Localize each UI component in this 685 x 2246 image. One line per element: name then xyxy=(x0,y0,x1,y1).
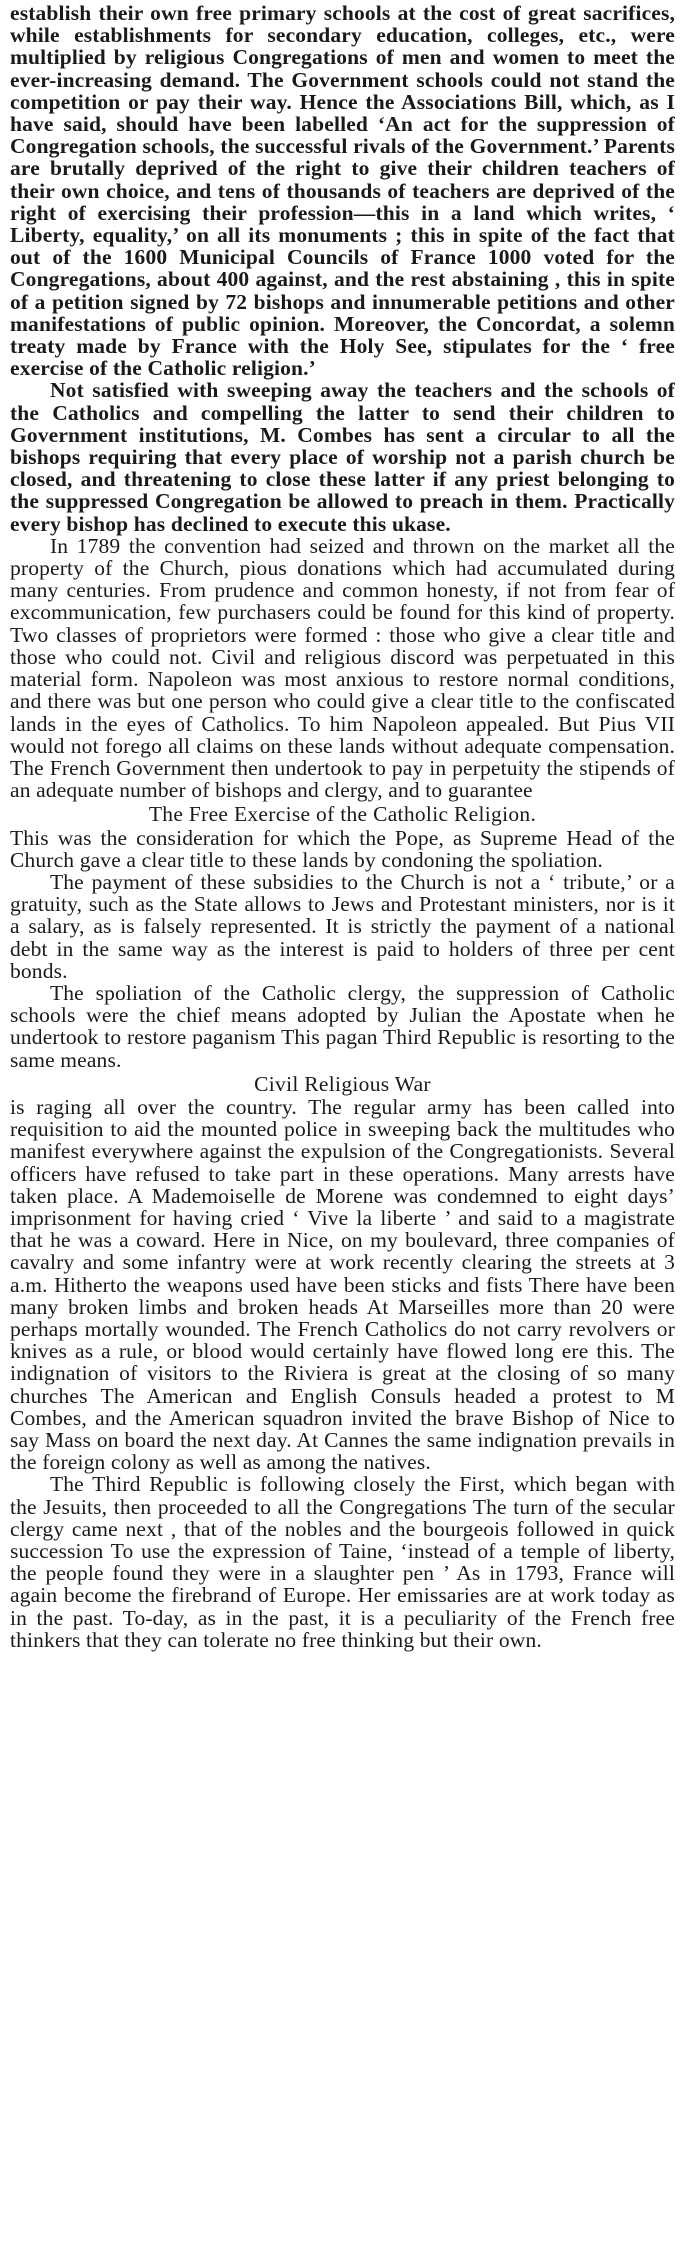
paragraph-julian-apostate: The spoliation of the Catholic clergy, the suppression of Catholic schools were the chief means adopted by Julian the Apostate when he undertook to restore paganism This pagan Third Republic is resorting to the same means. xyxy=(10,980,675,1072)
section-heading-civil-religious-war: Civil Religious War xyxy=(254,1071,431,1096)
paragraph-pope-consideration: This was the consideration for which the Pope, as Supreme Head of the Church gave a clear title to these lands by condoning the spoliation. xyxy=(10,825,675,872)
paragraph-combes-circular: Not satisfied with sweeping away the teachers and the schools of the Catholics and compelling the latter to send their children to Government institutions, M. Combes has sent a circular to all the bishops requiring that every place of worship not a parish church be closed, and threatening to close these latter if any priest belonging to the suppressed Congregation be allowed to preach in them. Practically every bishop has declined to execute this ukase. xyxy=(10,378,675,536)
newspaper-column xyxy=(10,2,675,1651)
section-heading-free-exercise: The Free Exercise of the Catholic Religion. xyxy=(148,802,537,827)
paragraph-1789-convention: In 1789 the convention had seized and thrown on the market all the property of the Church, pious donations which had accumulated during many centuries. From prudence and common honesty, if not from fear of excommunication, few purchasers could be found for this kind of property. Two classes of proprietors were formed : those who give a clear title and those who could not. Civil and religious discord was perpetuated in this material form. Napoleon was most anxious to restore normal conditions, and there was but one person who could give a clear title to the confiscated lands in the eyes of Catholics. To him Napoleon appealed. But Pius VII would not forego all claims on these lands without adequate compensation. The French Government then undertook to pay in perpetuity the stipends of an adequate number of bishops and clergy, and to guarantee xyxy=(10,533,675,803)
paragraph-third-republic: The Third Republic is following closely the First, which began with the Jesuits, then proceeded to all the Congregations The turn of the secular clergy came next , that of the nobles and the bourgeois followed in quick succession To use the expression of Taine, ‘instead of a temple of liberty, the people found they were in a slaughter pen ’ As in 1793, France will again become the firebrand of Europe. Her emissaries are at work today as in the past. To-day, as in the past, it is a peculiarity of the French free thinkers that they can tolerate no free thinking but their own. xyxy=(10,1472,675,1652)
paragraph-schools-suppression: establish their own free primary schools at the cost of great sacrifices, while establishments for secondary education, colleges, etc., were multiplied by religious Congregations of men and women to meet the ever-increasing demand. The Government schools could not stand the competition or pay their way. Hence the Associations Bill, which, as I have said, should have been labelled ‘An act for the suppression of Congregation schools, the successful rivals of the Government.’ Parents are brutally deprived of the right to give their children teachers of their own choice, and tens of thousands of teachers are deprived of the right of exercising their profession—this in a land which writes, ‘ Liberty, equality,’ on all its monuments ; this in spite of the fact that out of the 1600 Municipal Councils of France 1000 voted for the Congregations, about 400 against, and the rest abstaining , this in spite of a petition signed by 72 bishops and innumerable petitions and other manifestations of public opinion. Moreover, the Concordat, a solemn treaty made by France with the Holy See, stipulates for the ‘ free exercise of the Catholic religion.’ xyxy=(10,1,675,381)
paragraph-raging-country: is raging all over the country. The regular army has been called into requisition to aid the mounted police in sweeping back the multitudes who manifest everywhere against the expulsion of the Congregationists. Several officers have refused to take part in these operations. Many arrests have taken place. A Mademoiselle de Morene was condemned to eight days’ imprisonment for having cried ‘ Vive la liberte ’ and said to a magistrate that he was a coward. Here in Nice, on my boulevard, three companies of cavalry and some infantry were at work recently clearing the streets at 3 a.m. Hitherto the weapons used have been sticks and fists There have been many broken limbs and broken heads At Marseilles more than 20 were perhaps mortally wounded. The French Catholics do not carry revolvers or knives as a rule, or blood would certainly have flowed long ere this. The indignation of visitors to the Riviera is great at the closing of so many churches The American and English Consuls headed a protest to M Combes, and the American squadron invited the brave Bishop of Nice to say Mass on board the next day. At Cannes the same indignation prevails in the foreign colony as well as among the natives. xyxy=(10,1094,675,1475)
paragraph-subsidies-payment: The payment of these subsidies to the Church is not a ‘ tribute,’ or a gratuity, such as the State allows to Jews and Protestant ministers, nor is it a salary, as is falsely represented. It is strictly the payment of a national debt in the same way as the interest is paid to holders of three per cent bonds. xyxy=(10,869,675,983)
